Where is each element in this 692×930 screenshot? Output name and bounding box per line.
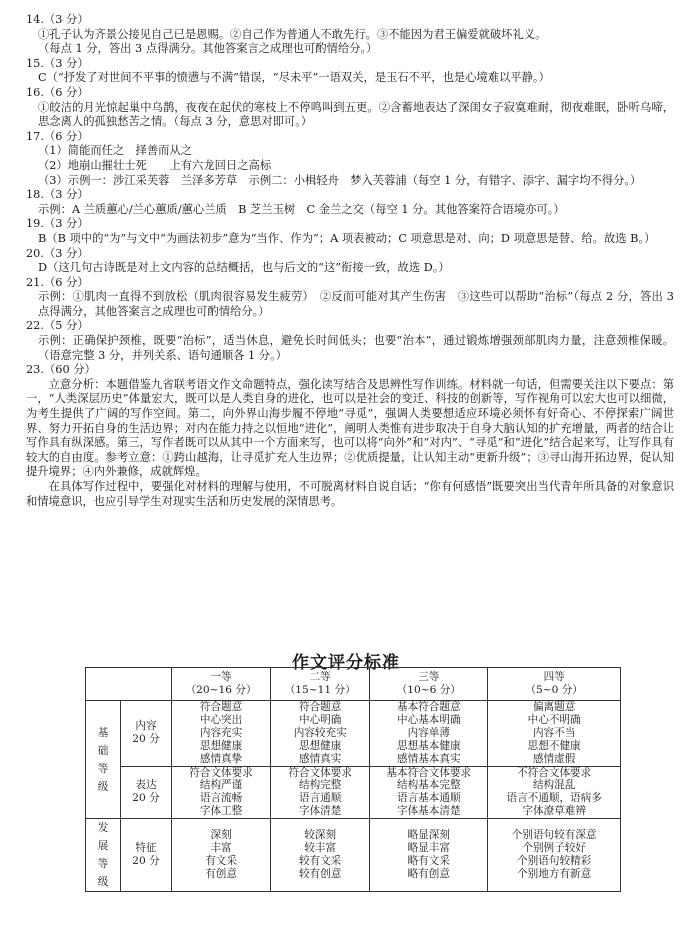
criterion-item: 较有文采	[299, 855, 342, 868]
criterion-item: 内容较充实	[293, 726, 347, 739]
answer-header	[26, 57, 674, 72]
answer-score: （6 分）	[43, 129, 89, 143]
criterion-item: 感情真实	[299, 752, 342, 765]
expression-grade-1	[172, 766, 271, 819]
answer-score: （6 分）	[43, 275, 89, 289]
criterion-item: 个别地方有新意	[517, 868, 592, 881]
grade-header-4	[488, 668, 621, 701]
criterion-item: 有创意	[205, 868, 237, 881]
answer-score: （60 分）	[43, 363, 96, 377]
answer-line: ①皎洁的月光惊起巢中乌鹊，夜夜在起伏的寒枝上不停鸣叫到五更。②含蓄地表达了深闺女子寂寞难耐，彻夜难眠，卧听乌啼，思念离人的孤独愁苦之情。（每点 3 分，意思对即可。）	[38, 100, 674, 129]
criterion-item: 不符合文体要求	[517, 766, 592, 779]
criterion-item: 较深刻	[304, 829, 337, 842]
answer-header	[26, 319, 674, 334]
answer-number: 15.	[26, 56, 44, 70]
feature-grade-4	[488, 819, 621, 892]
criterion-item: 结构混乱	[532, 779, 576, 792]
criterion-item: 结构完整	[299, 779, 342, 792]
criterion-item: 感情真挚	[199, 752, 243, 765]
answer-number: 17.	[26, 129, 44, 143]
criterion-item: 偏离题意	[532, 701, 576, 713]
answer-number: 20.	[26, 246, 44, 260]
criterion-item: 感情基本真实	[397, 752, 461, 765]
answer-line: 示例：正确保护颈椎，既要“治标”，适当休息，避免长时间低头；也要“治本”，通过锻炼增强颈部肌肉力量，注意颈椎保暖。（语意完整 3 分，并列关系、语句通顺各 1 分。）	[38, 334, 674, 362]
content-grade-1	[172, 701, 271, 767]
criterion-item: 感情虚假	[532, 752, 576, 765]
answer-score: （3 分）	[43, 246, 89, 260]
answer-score: （3 分）	[43, 188, 89, 202]
answer-header	[26, 247, 674, 262]
answer-score: （5 分）	[43, 319, 89, 333]
criterion-item: 语言基本通顺	[397, 792, 461, 805]
feature-row	[86, 819, 621, 892]
criterion-item: 略有文采	[407, 855, 450, 868]
criterion-item: 略有创意	[407, 868, 450, 881]
answer-number: 14.	[26, 13, 44, 26]
answer-number: 16.	[26, 85, 44, 99]
criterion-item: 中心不明确	[527, 713, 581, 726]
criterion-item: 内容不当	[532, 726, 576, 739]
answer-line: （2）地崩山摧壮士死 上有六龙回日之高标	[38, 158, 272, 172]
criterion-item: 结构严谨	[199, 779, 243, 792]
answer-line: （3）示例一：涉江采芙蓉 兰泽多芳草 示例二：小楫轻舟 梦入芙蓉浦（每空 1 分，有错字、添字、漏字均不得分。）	[38, 173, 642, 187]
criterion-item: 字体基本清楚	[397, 805, 461, 818]
grade-name: 二等	[309, 671, 331, 684]
grade-name: 一等	[210, 671, 232, 684]
criterion-item: 丰富	[210, 842, 232, 855]
answer-header	[26, 363, 674, 378]
criterion-item: 较丰富	[304, 842, 337, 855]
answer-line: ①孔子认为齐景公接见自己已是恩赐。②自己作为普通人不敢先行。③不能因为君王偏爱就破坏礼义。	[38, 27, 547, 41]
grade-name: 四等	[543, 671, 565, 684]
grade-header-1	[172, 668, 271, 701]
criterion-item: 个别语句较精彩	[517, 855, 592, 868]
content-row	[86, 701, 621, 767]
criterion-item: 思想健康	[199, 739, 243, 752]
criterion-item: 中心明确	[299, 713, 342, 726]
expression-row	[86, 766, 621, 819]
answer-header	[26, 188, 674, 203]
grade-header-3	[370, 668, 488, 701]
grade-range: （15~11 分）	[284, 684, 356, 696]
feature-grade-2	[271, 819, 370, 892]
answer-number: 18.	[26, 188, 44, 202]
content-grade-2	[271, 701, 370, 767]
criterion-item: 有文采	[205, 855, 237, 868]
answer-line: 示例：A 兰质蕙心/兰心蕙质/蕙心兰质 B 芝兰玉树 C 金兰之交（每空 1 分。其他答案符合语境亦可。）	[38, 202, 565, 216]
expression-grade-2	[271, 766, 370, 819]
answer-line: （每点 1 分，答出 3 点得满分。其他答案言之成理也可酌情给分。）	[38, 42, 378, 56]
grade-header-row	[86, 668, 621, 701]
answer-header	[26, 276, 674, 291]
essay-paragraph: 在具体写作过程中，要强化对材料的理解与使用，不可脱离材料自说自话；“你有何感悟”既要突出当代青年所具备的对象意识和情境意识，也应引导学生对现实生活和历史发展的深情思考。	[26, 480, 674, 508]
criterion-item: 基本符合题意	[397, 701, 461, 713]
criterion-item: 思想基本健康	[397, 739, 461, 752]
criterion-item: 深刻	[210, 829, 232, 842]
sub-label-feature: 特征 20 分	[121, 819, 172, 892]
criterion-item: 个别语句较有深意	[511, 829, 597, 842]
criterion-item: 字体清楚	[299, 805, 342, 818]
criterion-item: 语言流畅	[199, 792, 243, 805]
feature-grade-1	[172, 819, 271, 892]
criterion-item: 字体潦草难辨	[522, 805, 586, 818]
criterion-item: 符合题意	[199, 701, 243, 713]
criterion-item: 略显深刻	[407, 829, 450, 842]
criterion-item: 中心基本明确	[397, 713, 461, 726]
answer-header	[26, 130, 674, 145]
development-level-label: 发展等级	[86, 819, 121, 892]
sub-label-expression: 表达 20 分	[121, 766, 172, 819]
grade-range: （20~16 分）	[185, 684, 257, 696]
header-blank-cell	[86, 668, 172, 701]
criterion-item: 内容充实	[199, 726, 243, 739]
criterion-item: 语言不通顺，语病多	[506, 792, 602, 805]
criterion-item: 个别例子较好	[522, 842, 586, 855]
criterion-item: 结构基本完整	[397, 779, 461, 792]
criterion-item: 思想健康	[299, 739, 342, 752]
criterion-item: 语言通顺	[299, 792, 342, 805]
criterion-item: 字体工整	[199, 805, 243, 818]
answer-number: 23.	[26, 363, 44, 377]
answer-score: （6 分）	[43, 85, 89, 99]
answer-score: （3 分）	[43, 56, 89, 70]
criterion-item: 内容单薄	[407, 726, 450, 739]
expression-grade-4	[488, 766, 621, 819]
table-title: 作文评分标准	[292, 653, 400, 673]
answer-header	[26, 217, 674, 232]
grade-range: （10~6 分）	[396, 684, 461, 696]
answer-line: B（B 项中的“为”与文中“为画法初步”意为“当作、作为”；A 项表被动；C 项意思是对、向；D 项意思是替、给。故选 B。）	[38, 231, 656, 245]
criterion-item: 符合文体要求	[189, 766, 253, 779]
answer-number: 22.	[26, 319, 44, 333]
answer-line: D（这几句古诗既是对上文内容的总结概括，也与后文的“这”衔接一致，故选 D。）	[38, 261, 450, 275]
answer-number: 19.	[26, 217, 44, 231]
criterion-item: 基本符合文体要求	[386, 766, 472, 779]
criterion-item: 符合题意	[299, 701, 342, 713]
answer-header	[26, 13, 674, 28]
content-grade-4	[488, 701, 621, 767]
expression-grade-3	[370, 766, 488, 819]
criterion-item: 略显丰富	[407, 842, 450, 855]
essay-paragraph: 立意分析：本题借鉴九省联考语文作文命题特点，强化读写结合及思辨性写作训练。材料就一句话，但需要关注以下要点：第一，“人类深层历史”体量宏大，既可以是人类自身的进化，也可以是社会的变迁、科技的创新等，写作视角可以宏大也可以细微，为考生提供了广阔的写作空间。第二，向外界山海步履不停地“寻觅”，强调人类要想适应环境必须怀有好奇心、不停探索广阔世界、努力开拓自身的生活边界；对内在能力持之以恒地“进化”，阐明人类惟有进步取决于自身大脑认知的扩充增量，两者的结合让写作具有纵深感。第三，写作者既可以从其中一个方面来写，也可以将“向外”和“对内”、“寻觅”和“进化”结合起来写，让写作具有较大的自由度。参考立意：①跨山越海，让寻觅扩充人生边界；②优质提量，让认知主动“更新升级”；③寻山海开拓边界，促认知提升境界；④内外兼修，成就辉煌。	[26, 377, 674, 479]
sub-label-content: 内容 20 分	[121, 701, 172, 767]
grade-name: 三等	[418, 671, 440, 684]
answer-score: （3 分）	[43, 217, 89, 231]
grade-range: （5~0 分）	[525, 684, 583, 696]
answer-line: （1）简能而任之 择善而从之	[38, 144, 193, 158]
answer-list	[26, 13, 674, 509]
content-grade-3	[370, 701, 488, 767]
answer-line: 示例：①肌肉一直得不到放松（肌肉很容易发生疲劳） ②反而可能对其产生伤害 ③这些可以帮助“治标”（每点 2 分，答出 3 点得满分，其他答案言之成理也可酌情给分。）	[38, 290, 674, 318]
answer-score: （3 分）	[43, 13, 89, 26]
answer-number: 21.	[26, 275, 44, 289]
criterion-item: 符合文体要求	[288, 766, 352, 779]
grading-table	[85, 667, 621, 892]
feature-grade-3	[370, 819, 488, 892]
answer-header	[26, 86, 674, 101]
criterion-item: 中心突出	[199, 713, 243, 726]
answer-line: C（“抒发了对世间不平事的愤懑与不满”错误，“尽未平”一语双关，是玉石不平，也是心境难以平静。）	[38, 71, 550, 85]
criterion-item: 较有创意	[299, 868, 342, 881]
criterion-item: 思想不健康	[527, 739, 581, 752]
grade-header-2	[271, 668, 370, 701]
basic-level-label: 基础等级	[86, 701, 121, 819]
